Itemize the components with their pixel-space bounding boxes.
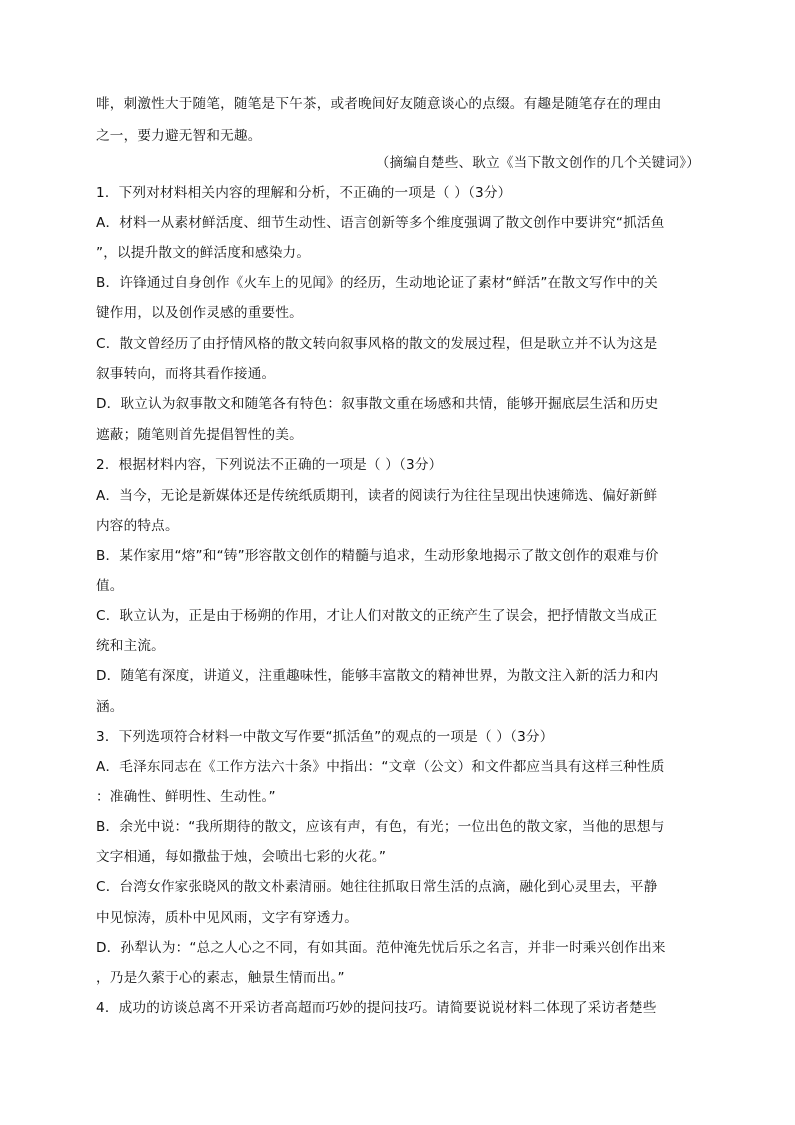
question-4-stem: 4．成功的访谈总离不开采访者高超而巧妙的提问技巧。请简要说说材料二体现了采访者楚些 — [96, 1000, 657, 1016]
question-3-option-b: B．余光中说：“我所期待的散文，应该有声，有色，有光；一位出色的散文家，当他的思想与 — [96, 819, 665, 835]
text-line: ，乃是久萦于心的素志，触景生情而出。” — [96, 970, 345, 986]
question-1-stem: 1．下列对材料相关内容的理解和分析，不正确的一项是（ ）（3分） — [96, 185, 512, 201]
question-1-option-c: C．散文曾经历了由抒情风格的散文转向叙事风格的散文的发展过程，但是耿立并不认为这是 — [96, 336, 658, 352]
question-2-option-b: B．某作家用“熔”和“铸”形容散文创作的精髓与追求，生动形象地揭示了散文创作的艰难与价 — [96, 548, 659, 564]
text-line: 内容的特点。 — [96, 518, 179, 534]
text-line: ”，以提升散文的鲜活度和感染力。 — [96, 245, 311, 261]
question-2-option-c: C．耿立认为，正是由于杨朔的作用，才让人们对散文的正统产生了误会，把抒情散文当成正 — [96, 608, 658, 624]
source-citation: （摘编自楚些、耿立《当下散文创作的几个关键词》） — [375, 155, 700, 171]
question-3-option-c: C．台湾女作家张晓风的散文朴素清丽。她往往抓取日常生活的点滴，融化到心灵里去，平静 — [96, 879, 658, 895]
question-1-option-b: B．许锋通过自身创作《火车上的见闻》的经历，生动地论证了素材“鲜活”在散文写作中的关 — [96, 275, 658, 291]
question-3-stem: 3．下列选项符合材料一中散文写作要“抓活鱼”的观点的一项是（ ）（3分） — [96, 729, 554, 745]
text-line: 键作用，以及创作灵感的重要性。 — [96, 305, 303, 321]
text-line: 统和主流。 — [96, 638, 165, 654]
question-2-option-a: A．当今，无论是新媒体还是传统纸质期刊，读者的阅读行为往往呈现出快速筛选、偏好新鲜 — [96, 488, 658, 504]
text-line: 遮蔽；随笔则首先提倡智性的美。 — [96, 427, 303, 443]
text-line: 叙事转向，而将其看作接通。 — [96, 366, 276, 382]
text-line: 值。 — [96, 578, 124, 594]
text-line: 之一，要力避无智和无趣。 — [96, 128, 262, 144]
text-line: 中见惊涛，质朴中见风雨，文字有穿透力。 — [96, 910, 359, 926]
question-1-option-a: A．材料一从素材鲜活度、细节生动性、语言创新等多个维度强调了散文创作中要讲究“抓活鱼 — [96, 215, 665, 231]
text-line: 涵。 — [96, 699, 124, 715]
question-2-option-d: D．随笔有深度，讲道义，注重趣味性，能够丰富散文的精神世界，为散文注入新的活力和内 — [96, 668, 659, 684]
text-line: ：准确性、鲜明性、生动性。” — [96, 789, 276, 805]
text-line: 啡，刺激性大于随笔，随笔是下午茶，或者晚间好友随意谈心的点缀。有趣是随笔存在的理由 — [96, 96, 662, 112]
question-2-stem: 2．根据材料内容，下列说法不正确的一项是（ ）（3分） — [96, 457, 443, 473]
question-1-option-d: D．耿立认为叙事散文和随笔各有特色：叙事散文重在场感和共情，能够开掘底层生活和历史 — [96, 396, 659, 412]
question-3-option-d: D．孙犁认为：“总之人心之不同，有如其面。范仲淹先忧后乐之名言，并非一时乘兴创作出来 — [96, 940, 666, 956]
text-line: 文字相通，每如撒盐于烛，会喷出七彩的火花。” — [96, 849, 387, 865]
question-3-option-a: A．毛泽东同志在《工作方法六十条》中指出：“文章（公文）和文件都应当具有这样三种性质 — [96, 759, 665, 775]
